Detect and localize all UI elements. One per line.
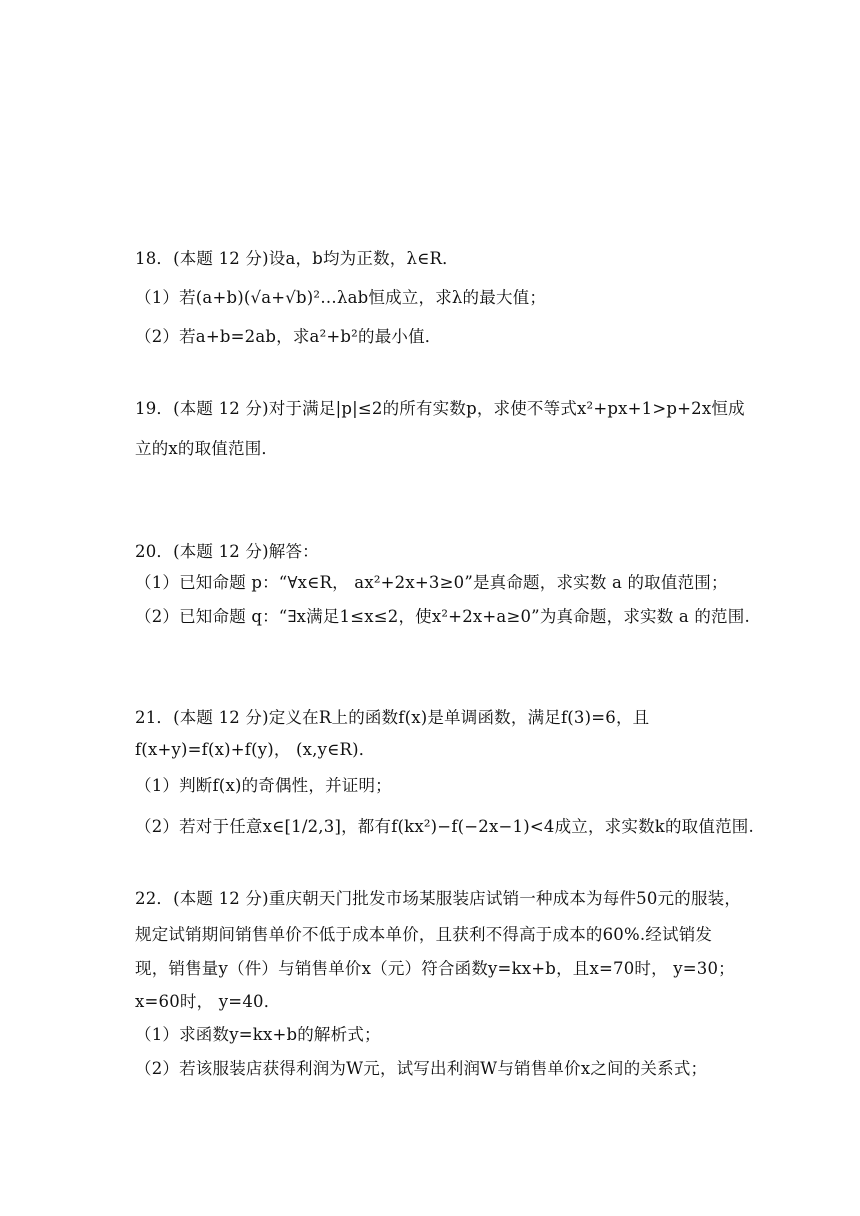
problem-21-line-2: f(x+y)=f(x)+f(y)， (x,y∈R)． [135, 740, 376, 759]
problem-18-header: 18．(本题 12 分)设a，b均为正数，λ∈R． [135, 249, 459, 268]
problem-18-line-1: 设a，b均为正数，λ∈R． [268, 249, 459, 268]
problem-22-part-2: （2）若该服装店获得利润为W元，试写出利润W与销售单价x之间的关系式； [135, 1059, 708, 1078]
problem-20-part-2: （2）已知命题 q：“∃x满足1≤x≤2，使x²+2x+a≥0”为真命题，求实数 a 的范围. [135, 607, 750, 626]
problem-19-header: 19．(本题 12 分)对于满足|p|≤2的所有实数p，求使不等式x²+px+1>p+2x恒成 [135, 399, 745, 418]
problem-22-header: 22．(本题 12 分)重庆朝天门批发市场某服装店试销一种成本为每件50元的服装， [135, 889, 742, 908]
problem-18-part-2: （2）若a+b=2ab，求a²+b²的最小值． [135, 327, 442, 346]
problem-22-line-3: 现，销售量y（件）与销售单价x（元）符合函数y=kx+b，且x=70时， y=30； [135, 959, 735, 978]
problem-19-line-1: 对于满足|p|≤2的所有实数p，求使不等式x²+px+1>p+2x恒成 [268, 399, 745, 418]
problem-21-part-1: （1）判断f(x)的奇偶性，并证明； [135, 776, 392, 795]
problem-22-line-4: x=60时， y=40． [135, 992, 281, 1011]
problem-20-line-1: 解答： [268, 542, 319, 561]
problem-20-part-1: （1）已知命题 p：“∀x∈R， ax²+2x+3≥0”是真命题，求实数 a 的取值范围； [135, 573, 728, 592]
problem-18-part-1: （1）若(a+b)(√a+√b)²…λab恒成立，求λ的最大值； [135, 288, 547, 307]
problem-21-header: 21．(本题 12 分)定义在R上的函数f(x)是单调函数，满足f(3)=6，且 [135, 708, 650, 727]
problem-20-header: 20．(本题 12 分)解答： [135, 542, 319, 561]
problem-21-part-2: （2）若对于任意x∈[1/2,3]，都有f(kx²)−f(−2x−1)<4成立，求实数k的取值范围. [135, 817, 754, 836]
problem-21-line-1: 定义在R上的函数f(x)是单调函数，满足f(3)=6，且 [268, 708, 650, 727]
problem-19-line-2: 立的x的取值范围． [135, 439, 279, 458]
problem-22-line-1: 重庆朝天门批发市场某服装店试销一种成本为每件50元的服装， [268, 889, 742, 908]
problem-22-part-1: （1）求函数y=kx+b的解析式； [135, 1025, 381, 1044]
problem-22-line-2: 规定试销期间销售单价不低于成本单价，且获利不得高于成本的60%.经试销发 [135, 925, 713, 944]
